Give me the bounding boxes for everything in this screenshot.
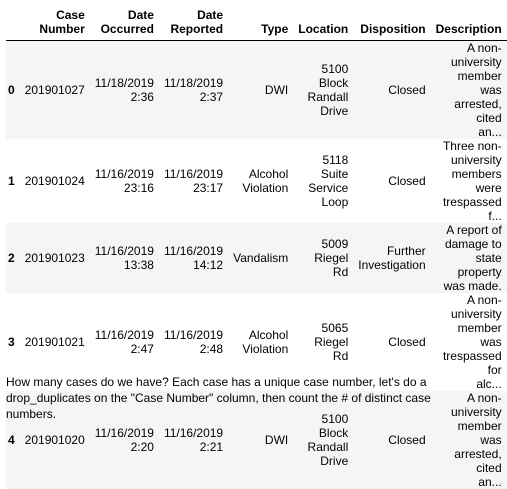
cell-case-number: 201901023 (24, 251, 85, 265)
header-disposition: Disposition (353, 0, 430, 41)
header-index (6, 0, 20, 41)
markdown-paragraph: How many cases do we have? Each case has a unique case number, let's do a drop_duplicates on the "Case Number" column, then count the # of distinct case numbers. (6, 375, 431, 421)
cell-disposition: Closed (388, 83, 426, 97)
table-row (6, 41, 507, 140)
table-header-row (6, 0, 507, 41)
cell-location: 5100 Block Randall Drive (307, 412, 349, 468)
cell-date-occurred: 11/16/2019 2:20 (94, 426, 154, 454)
row-index: 2 (8, 251, 15, 265)
cell-description: A non- university member was arrested, cited an... (450, 391, 502, 489)
cell-case-number: 201901021 (24, 335, 85, 349)
cell-description: A non- university member was arrested, cited an... (450, 41, 502, 139)
cell-location: 5118 Suite Service Loop (308, 153, 349, 209)
cell-type: DWI (264, 433, 289, 447)
header-date-occurred: Date Occurred (90, 0, 159, 41)
table-row (6, 223, 507, 293)
cell-date-occurred: 11/16/2019 2:47 (94, 328, 154, 356)
header-type: Type (228, 0, 293, 41)
row-index: 4 (8, 433, 15, 447)
cell-case-number: 201901024 (24, 174, 85, 188)
row-index: 3 (8, 335, 15, 349)
cell-location: 5100 Block Randall Drive (307, 62, 349, 118)
header-case-number: Case Number (20, 0, 90, 41)
cell-location: 5009 Riegel Rd (314, 237, 349, 279)
cell-disposition: Further Investigation (358, 244, 426, 272)
cell-type: Alcohol Violation (242, 328, 289, 356)
cell-date-reported: 11/16/2019 14:12 (163, 244, 224, 272)
cell-date-reported: 11/16/2019 2:48 (163, 328, 224, 356)
cell-disposition: Closed (388, 335, 426, 349)
cell-type: Vandalism (233, 251, 289, 265)
cell-description: Three non- university members were trespassed f... (442, 139, 502, 223)
header-date-reported: Date Reported (159, 0, 228, 41)
cell-date-occurred: 11/18/2019 2:36 (94, 76, 154, 104)
cell-description: A non- university member was trespassed for alc... (442, 293, 502, 391)
cell-description: A report of damage to state property was made. (443, 223, 502, 293)
cell-date-occurred: 11/16/2019 23:16 (94, 167, 154, 195)
cell-case-number: 201901027 (24, 83, 85, 97)
header-location: Location (293, 0, 353, 41)
cell-location: 5065 Riegel Rd (314, 321, 349, 363)
cell-case-number: 201901020 (24, 433, 85, 447)
cell-disposition: Closed (388, 174, 426, 188)
row-index: 0 (8, 83, 15, 97)
cell-date-reported: 11/18/2019 2:37 (163, 76, 224, 104)
cell-date-occurred: 11/16/2019 13:38 (94, 244, 154, 272)
cell-disposition: Closed (388, 433, 426, 447)
cell-type: Alcohol Violation (242, 167, 289, 195)
table-row (6, 139, 507, 223)
header-description: Description (431, 0, 507, 41)
cell-date-reported: 11/16/2019 2:21 (163, 426, 224, 454)
row-index: 1 (8, 174, 15, 188)
cell-date-reported: 11/16/2019 23:17 (163, 167, 224, 195)
cell-type: DWI (264, 83, 289, 97)
